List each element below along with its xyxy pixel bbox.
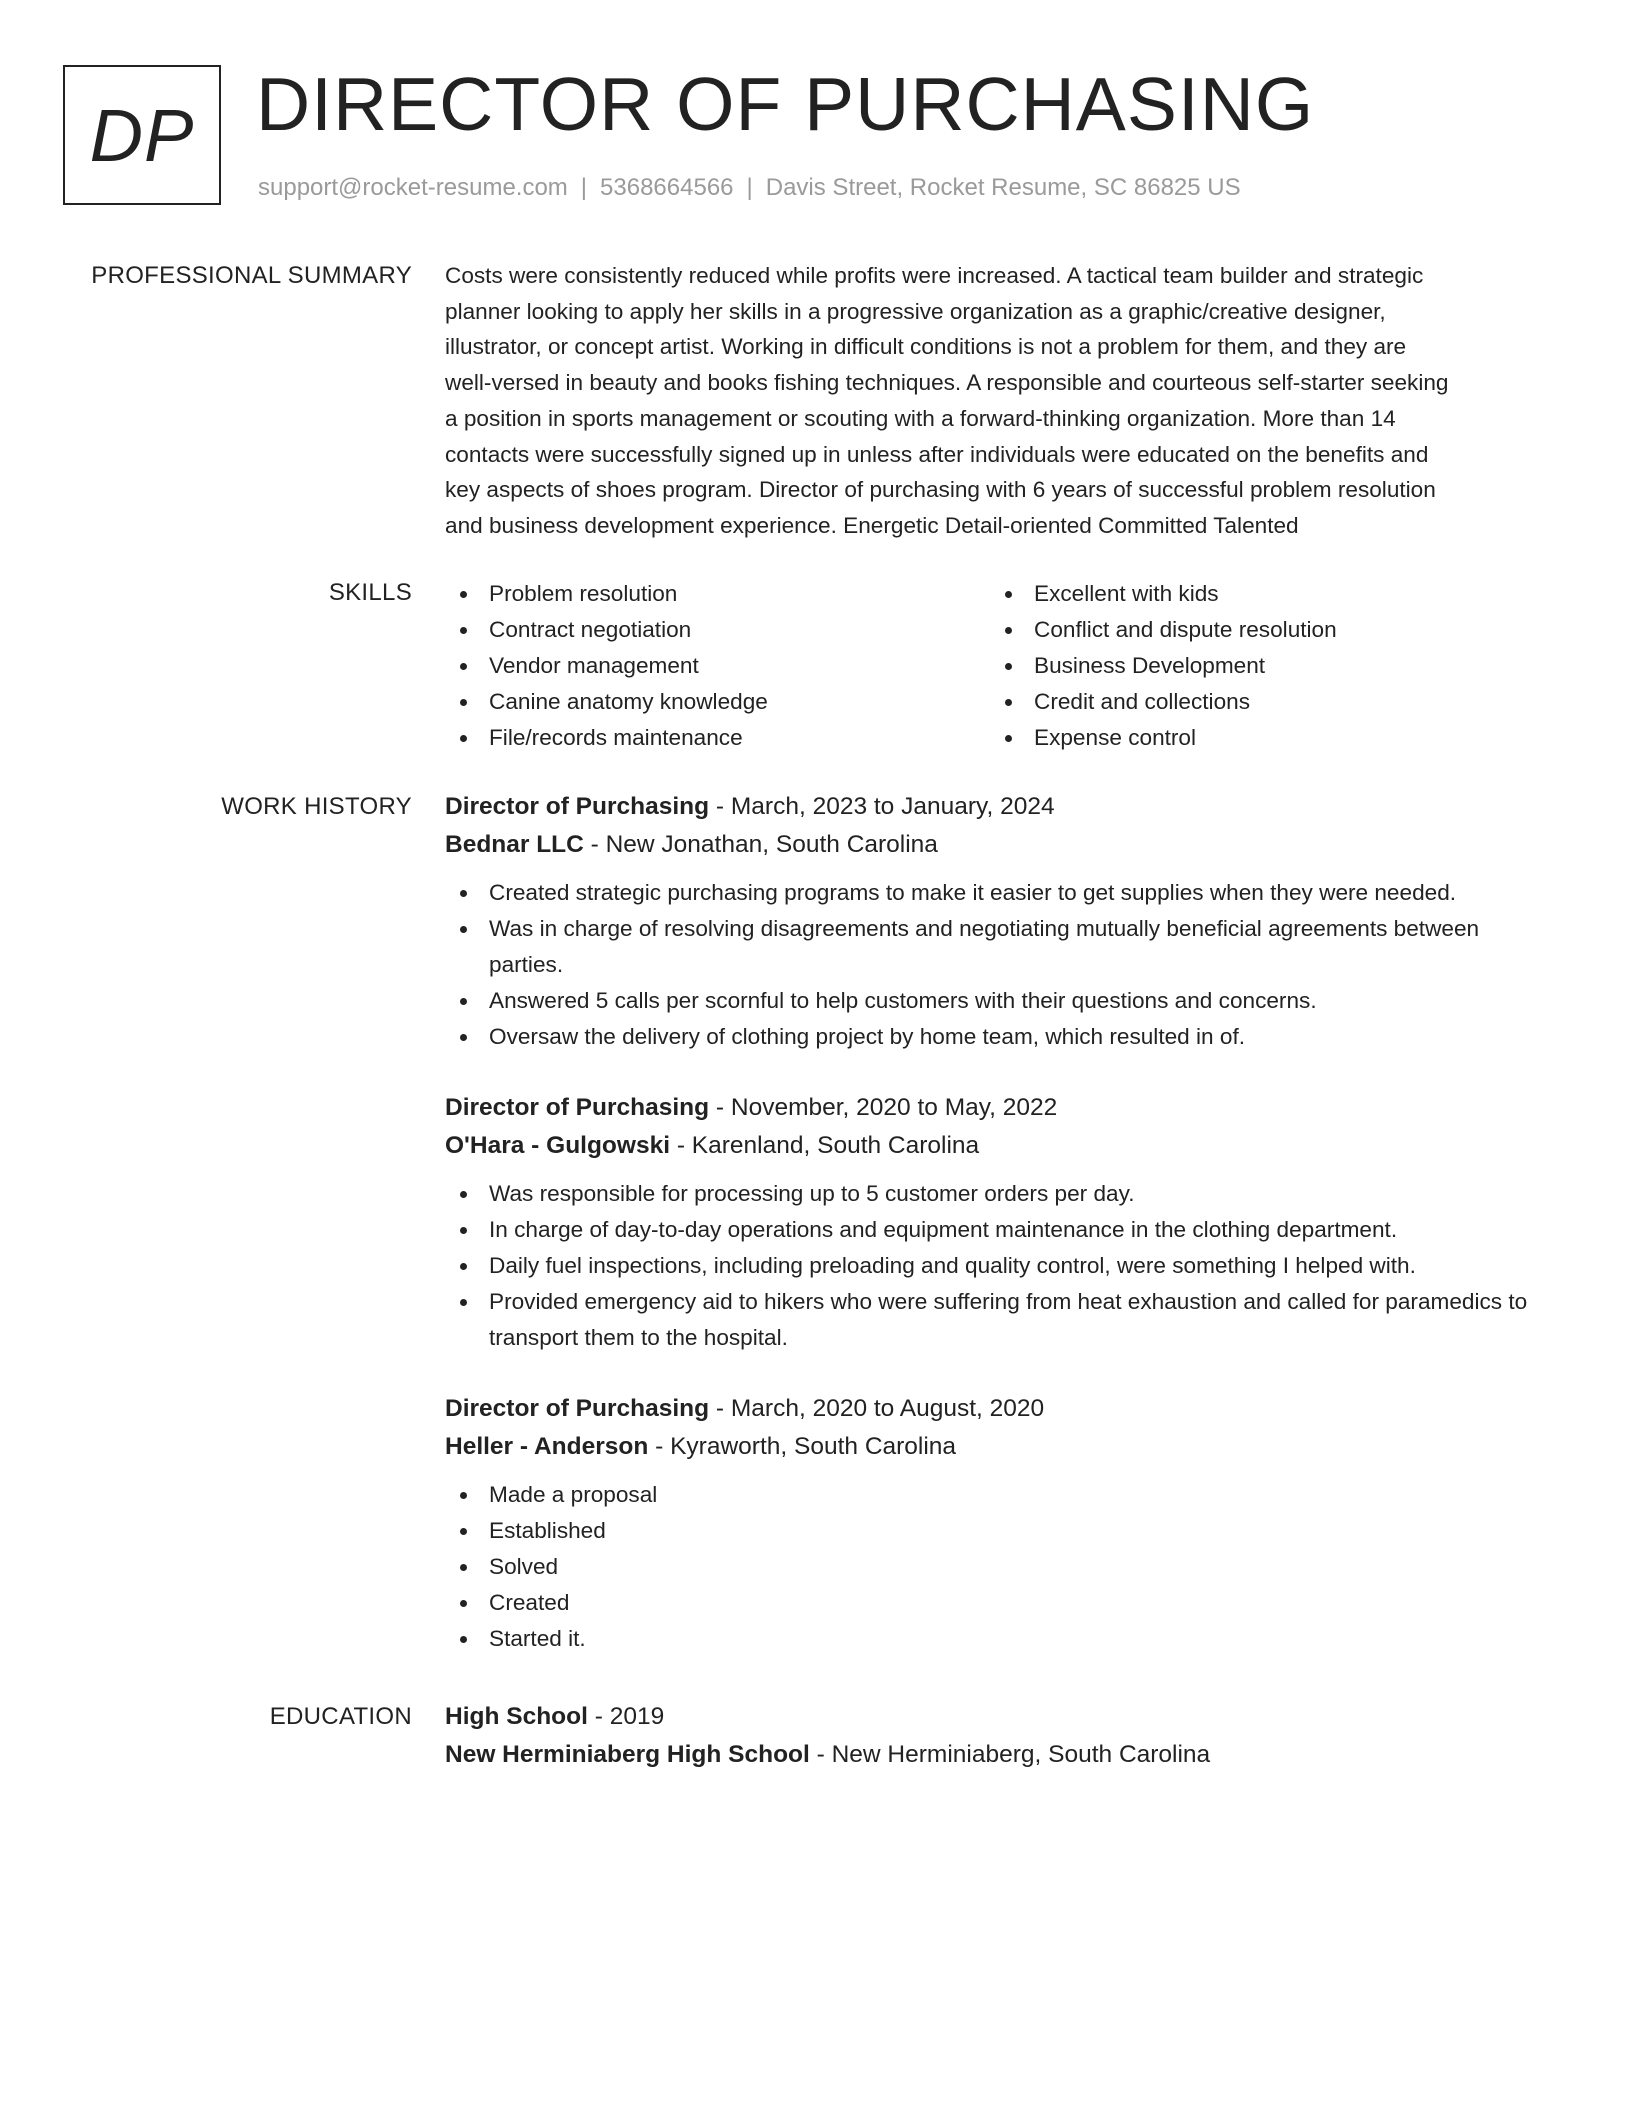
section-heading-summary: PROFESSIONAL SUMMARY: [91, 262, 412, 289]
skill-item: Vendor management: [445, 648, 990, 684]
job-location: - Kyraworth, South Carolina: [648, 1433, 957, 1460]
job-duty: Was in charge of resolving disagreements and negotiating mutually beneficial agreements between parties.: [445, 911, 1555, 983]
job-company-line: [445, 826, 1555, 864]
skill-item: Expense control: [990, 720, 1535, 756]
education-year: - 2019: [587, 1703, 665, 1730]
job-location: - New Jonathan, South Carolina: [583, 831, 938, 858]
skills-list-left: [445, 576, 990, 756]
job-duty: Oversaw the delivery of clothing project by home team, which resulted in of.: [445, 1019, 1555, 1055]
summary-line: key aspects of shoes program. Director of purchasing with 6 years of successful problem resolution: [445, 477, 1436, 503]
job-duty: Answered 5 calls per scornful to help customers with their questions and concerns.: [445, 983, 1555, 1019]
contact-line: [258, 174, 1241, 202]
job-title-line: [445, 1390, 1555, 1428]
skill-item: File/records maintenance: [445, 720, 990, 756]
job-entry: [445, 1390, 1555, 1657]
summary-line: and business development experience. Energetic Detail-oriented Committed Talented: [445, 512, 1299, 538]
skill-item: Excellent with kids: [990, 576, 1535, 612]
job-title: Director of Purchasing: [445, 1395, 710, 1422]
job-duty: In charge of day-to-day operations and equipment maintenance in the clothing department.: [445, 1212, 1555, 1248]
contact-separator: |: [580, 174, 588, 201]
education-location: - New Herminiaberg, South Carolina: [809, 1741, 1211, 1768]
education-degree: High School: [445, 1703, 588, 1730]
job-entry: [445, 1089, 1555, 1356]
job-duties-list: [445, 1176, 1555, 1356]
education-school: New Herminiaberg High School: [445, 1741, 810, 1768]
job-duty: Provided emergency aid to hikers who were suffering from heat exhaustion and called for paramedics to transport them to the hospital.: [445, 1284, 1555, 1356]
job-duty: Made a proposal: [445, 1477, 1555, 1513]
job-location: - Karenland, South Carolina: [670, 1132, 980, 1159]
job-dates: - November, 2020 to May, 2022: [709, 1094, 1058, 1121]
job-dates: - March, 2020 to August, 2020: [709, 1395, 1045, 1422]
job-company: Heller - Anderson: [445, 1433, 649, 1460]
job-dates: - March, 2023 to January, 2024: [709, 793, 1055, 820]
section-heading-work-history: WORK HISTORY: [221, 793, 412, 820]
education-school-line: [445, 1736, 1555, 1774]
skill-item: Credit and collections: [990, 684, 1535, 720]
job-title-line: [445, 1089, 1555, 1127]
contact-address: Davis Street, Rocket Resume, SC 86825 US: [765, 174, 1241, 201]
contact-separator: |: [746, 174, 753, 201]
job-duty: Created: [445, 1585, 1555, 1621]
job-duty: Daily fuel inspections, including preloading and quality control, were something I helped with.: [445, 1248, 1555, 1284]
job-title: Director of Purchasing: [445, 1094, 710, 1121]
job-duty: Was responsible for processing up to 5 customer orders per day.: [445, 1176, 1555, 1212]
skill-item: Problem resolution: [445, 576, 990, 612]
skill-item: Business Development: [990, 648, 1535, 684]
job-duty: Started it.: [445, 1621, 1555, 1657]
job-duty: Established: [445, 1513, 1555, 1549]
summary-line: a position in sports management or scouting with a forward-thinking organization. More than 14: [445, 405, 1396, 431]
job-duty: Solved: [445, 1549, 1555, 1585]
job-duty: Created strategic purchasing programs to make it easier to get supplies when they were needed.: [445, 875, 1555, 911]
section-heading-education: EDUCATION: [269, 1703, 412, 1730]
skill-item: Conflict and dispute resolution: [990, 612, 1535, 648]
summary-line: well-versed in beauty and books fishing techniques. A responsible and courteous self-starter seeking: [445, 370, 1449, 396]
job-title: Director of Purchasing: [445, 793, 710, 820]
job-company-line: [445, 1127, 1555, 1165]
job-company: O'Hara - Gulgowski: [445, 1132, 671, 1159]
monogram-badge: DP: [63, 65, 221, 205]
contact-phone: 5368664566: [600, 174, 734, 201]
summary-line: Costs were consistently reduced while profits were increased. A tactical team builder and strategic: [445, 263, 1424, 288]
skill-item: Canine anatomy knowledge: [445, 684, 990, 720]
skill-item: Contract negotiation: [445, 612, 990, 648]
contact-email: support@rocket-resume.com: [258, 174, 568, 201]
job-company-line: [445, 1428, 1555, 1466]
job-title-line: [445, 788, 1555, 826]
section-heading-skills: SKILLS: [328, 579, 412, 606]
resume-title: DIRECTOR OF PURCHASING: [256, 62, 1315, 146]
education-degree-line: [445, 1698, 1555, 1736]
resume-header: [63, 62, 1563, 215]
summary-line: planner looking to apply her skills in a progressive organization as a graphic/creative designer,: [445, 298, 1386, 324]
summary-line: contacts were successfully signed up in unless after individuals were educated on the benefits and: [445, 441, 1429, 467]
summary-text: [445, 258, 1555, 544]
summary-line: illustrator, or concept artist. Working in difficult conditions is not a problem for them, and they are: [445, 334, 1407, 360]
skills-list-right: [990, 576, 1535, 756]
job-entry: [445, 788, 1555, 1055]
job-duties-list: [445, 1477, 1555, 1657]
job-duties-list: [445, 875, 1555, 1055]
job-company: Bednar LLC: [445, 831, 584, 858]
